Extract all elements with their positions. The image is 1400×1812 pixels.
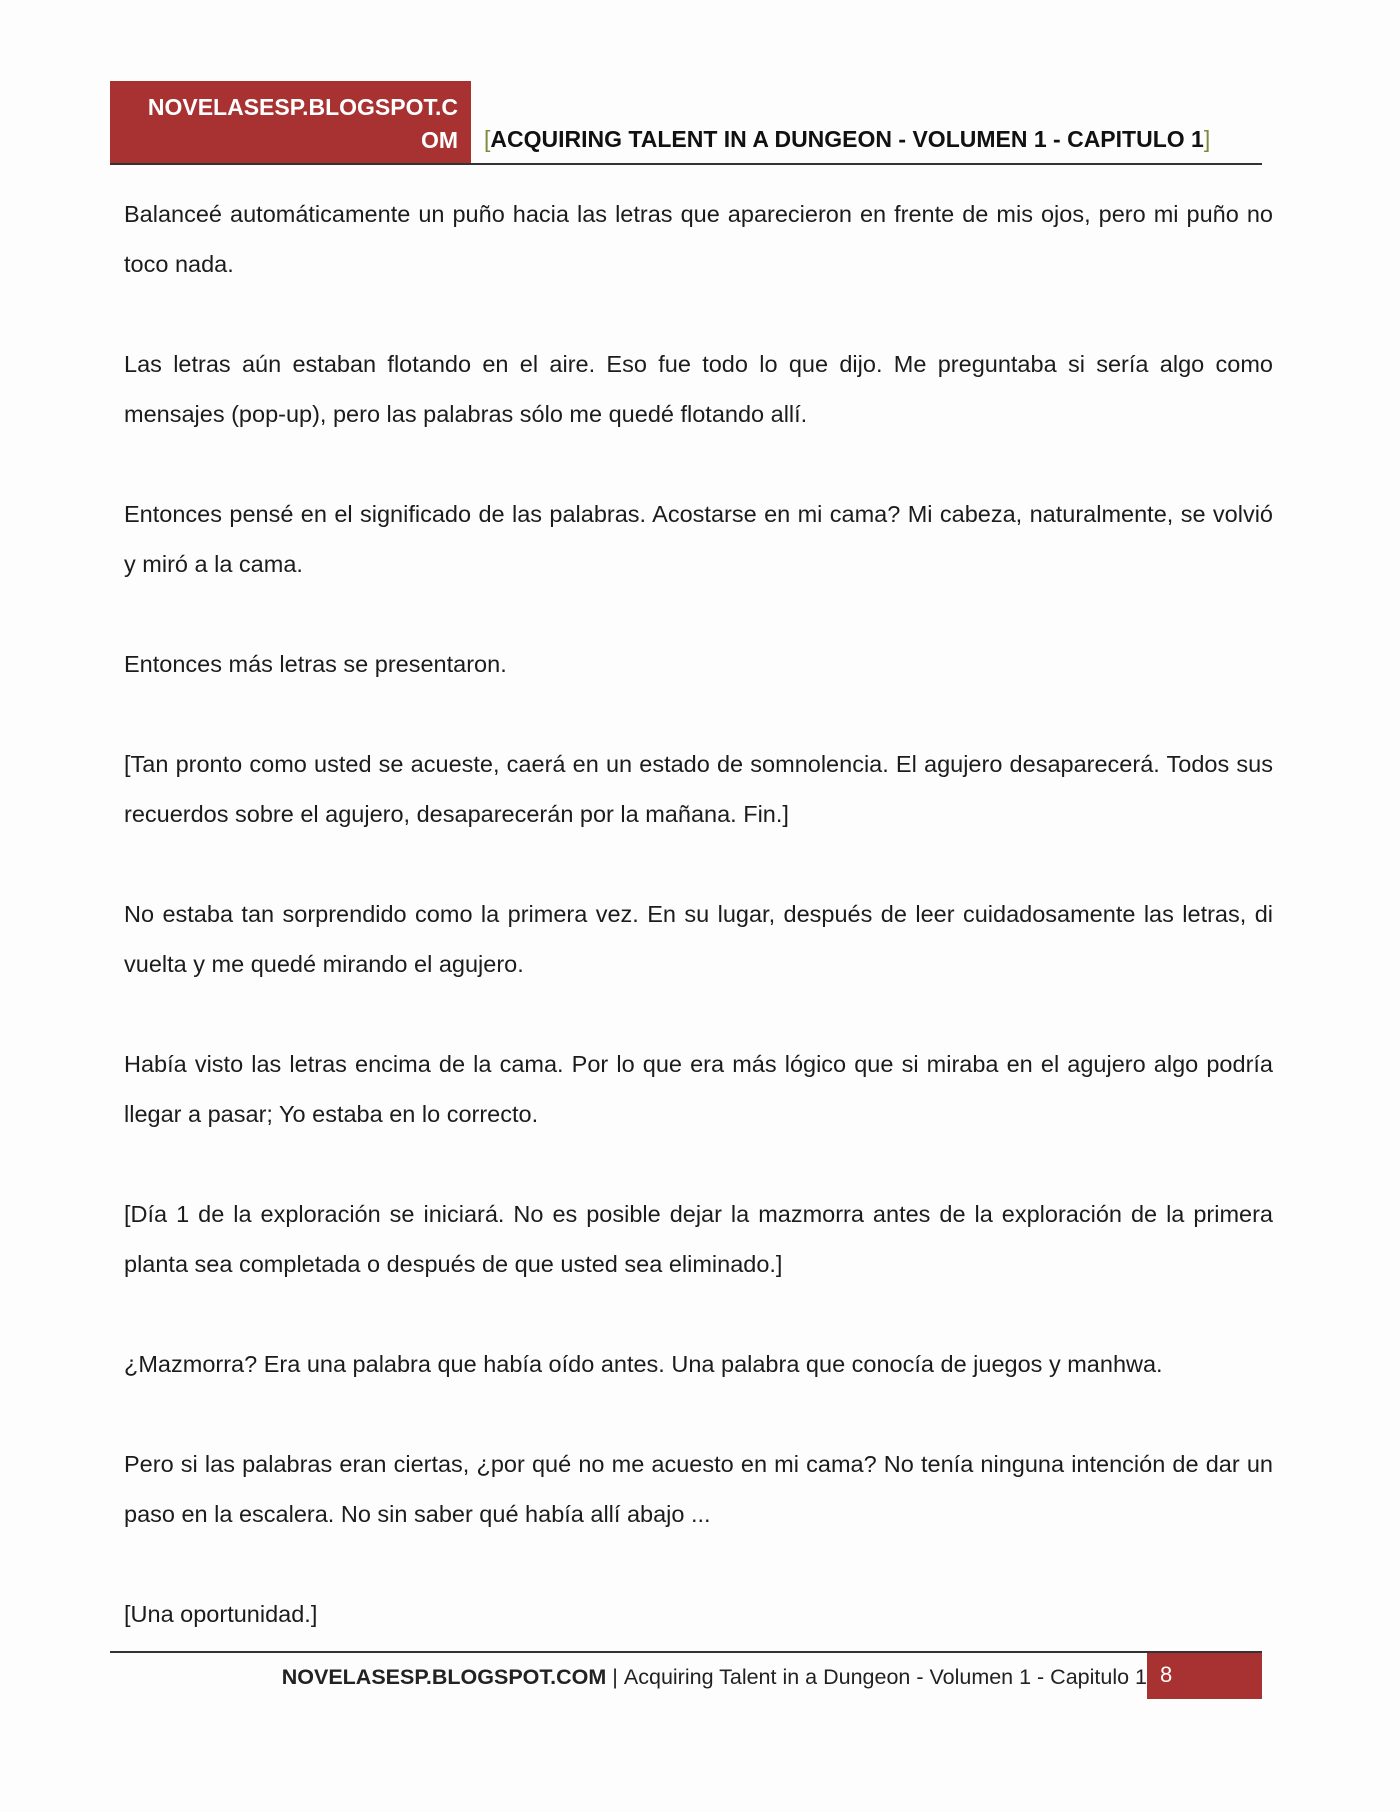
paragraph: Entonces pensé en el significado de las palabras. Acostarse en mi cama? Mi cabeza, naturalmente, se volvió y miró a la cama. [124, 501, 1273, 577]
footer-title: Acquiring Talent in a Dungeon - Volumen 1 - Capitulo 1 [623, 1665, 1147, 1689]
page-number-box [1147, 1653, 1262, 1699]
footer-site-label: NOVELASESP.BLOGSPOT.COM [281, 1665, 607, 1689]
header-title-text: ACQUIRING TALENT IN A DUNGEON - VOLUMEN 1 - CAPITULO 1 [490, 126, 1204, 152]
paragraph: Pero si las palabras eran ciertas, ¿por qué no me acuesto en mi cama? No tenía ninguna intención de dar un paso en la escalera. No sin saber qué había allí abajo ... [124, 1451, 1273, 1527]
footer-text [282, 1660, 1147, 1694]
paragraph: [Tan pronto como usted se acueste, caerá en un estado de somnolencia. El agujero desaparecerá. Todos sus recuerdos sobre el agujero, desaparecerán por la mañana. Fin.] [124, 751, 1273, 827]
header-site-block [110, 81, 471, 163]
page-number: 8 [1160, 1662, 1173, 1687]
paragraph: ¿Mazmorra? Era una palabra que había oído antes. Una palabra que conocía de juegos y manhwa. [124, 1351, 1163, 1377]
paragraph: [Una oportunidad.] [124, 1601, 318, 1627]
paragraph: Las letras aún estaban flotando en el aire. Eso fue todo lo que dijo. Me preguntaba si sería algo como mensajes (pop-up), pero las palabras sólo me quedé flotando allí. [124, 351, 1273, 427]
paragraph: Había visto las letras encima de la cama. Por lo que era más lógico que si miraba en el agujero algo podría llegar a pasar; Yo estaba en lo correcto. [124, 1051, 1273, 1127]
paragraph: [Día 1 de la exploración se iniciará. No es posible dejar la mazmorra antes de la exploración de la primera planta sea completada o después de que usted sea eliminado.] [124, 1201, 1273, 1277]
footer-separator: | [612, 1665, 618, 1689]
paragraph: Balanceé automáticamente un puño hacia las letras que aparecieron en frente de mis ojos, pero mi puño no toco nada. [124, 201, 1273, 277]
paragraph: Entonces más letras se presentaron. [124, 651, 507, 677]
footer-divider [110, 1651, 1262, 1653]
header-open-bracket: [ [484, 126, 491, 152]
header-divider [110, 163, 1262, 165]
header-close-bracket: ] [1203, 126, 1211, 152]
body-text [124, 189, 1273, 1639]
paragraph: No estaba tan sorprendido como la primera vez. En su lugar, después de leer cuidadosamente las letras, di vuelta y me quedé mirando el agujero. [124, 901, 1273, 977]
header-site-label: NOVELASESP.BLOGSPOT.COM [147, 94, 458, 153]
header-title [484, 123, 1210, 155]
